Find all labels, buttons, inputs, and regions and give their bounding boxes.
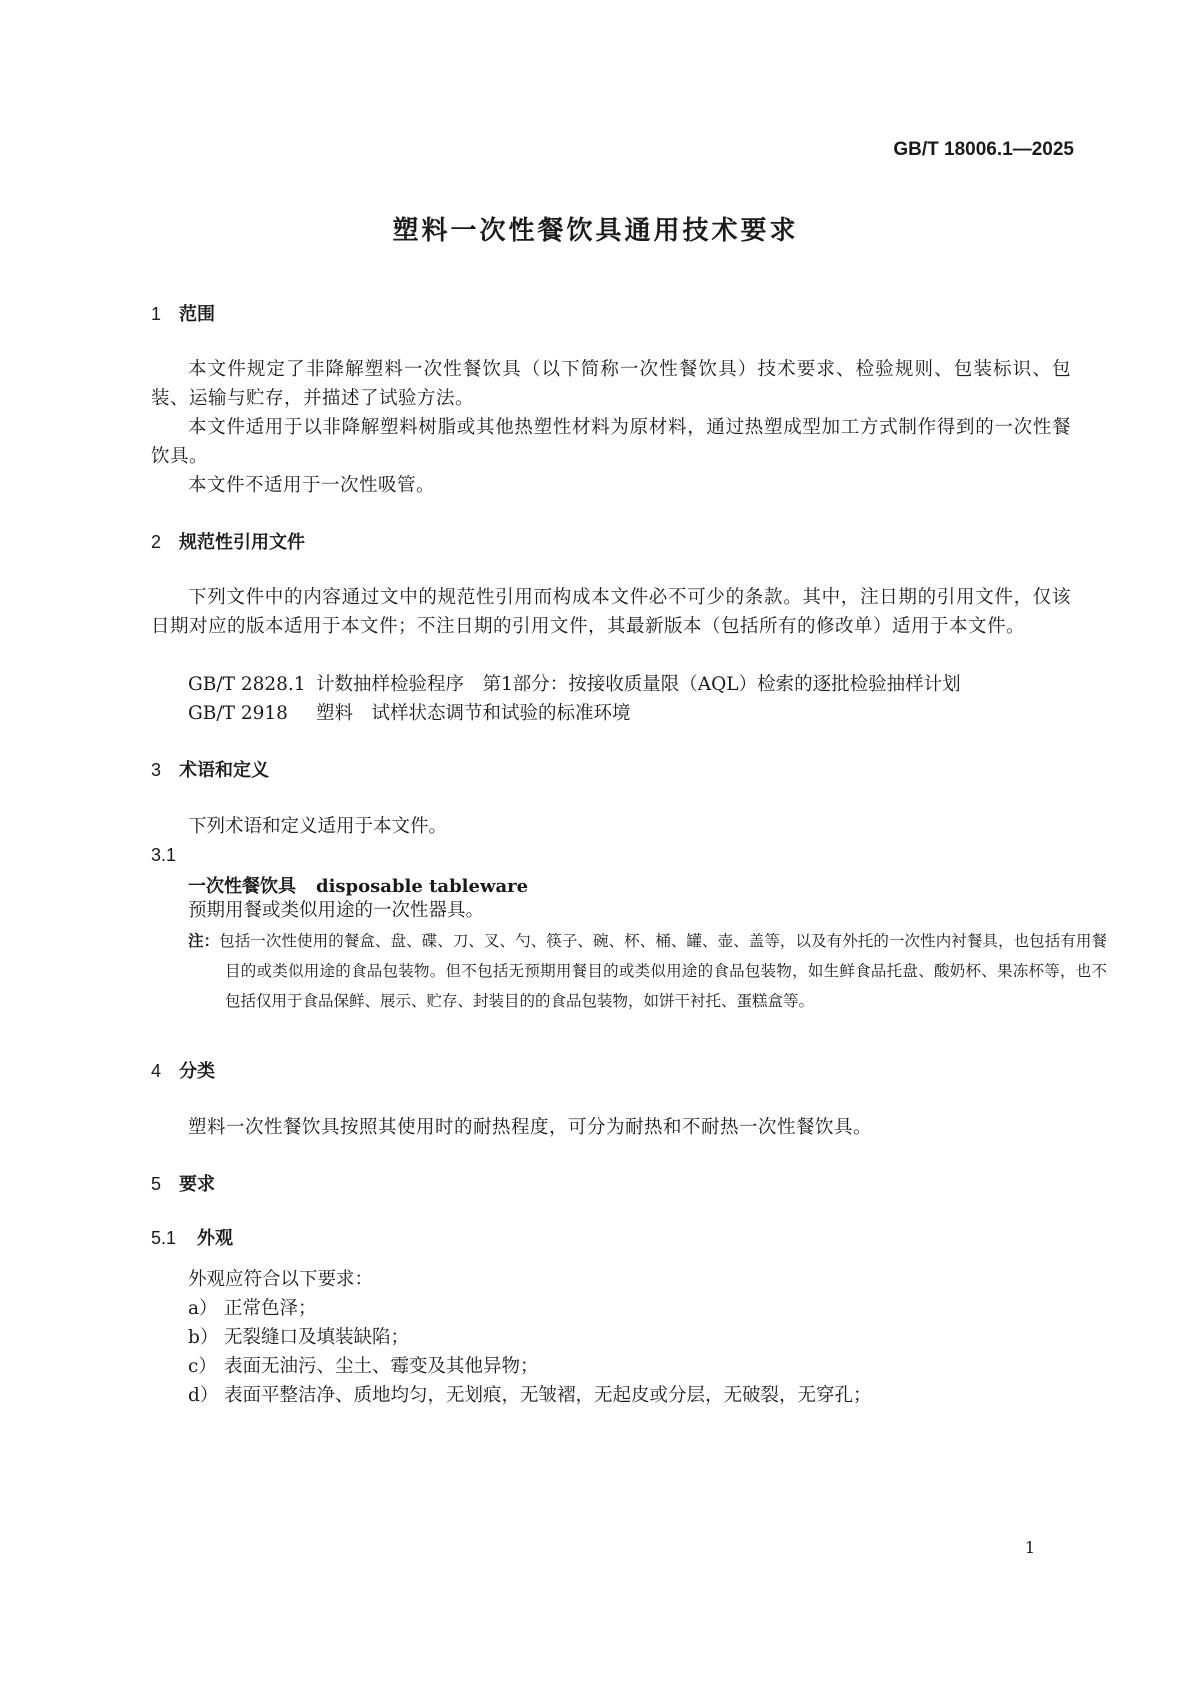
section-2-heading [151, 528, 305, 554]
section-number: 3 [151, 760, 162, 780]
section-1-paragraph-3: 本文件不适用于一次性吸管。 [188, 475, 436, 496]
section-3-heading [151, 756, 269, 782]
list-item [188, 1294, 317, 1323]
term-number: 3.1 [151, 845, 177, 865]
list-item [188, 1381, 872, 1410]
reference-code: GB/T 2918 [188, 703, 288, 724]
list-marker: a） [188, 1298, 218, 1319]
reference-code: GB/T 2828.1 [188, 674, 306, 695]
list-text: 表面平整洁净、质地均匀，无划痕，无皱褶，无起皮或分层，无破裂，无穿孔； [224, 1385, 872, 1406]
subsection-5-1-heading [151, 1224, 233, 1250]
subsection-title: 外观 [197, 1228, 233, 1248]
list-marker: c） [188, 1356, 217, 1377]
section-1-heading [151, 300, 215, 326]
term-heading [188, 872, 528, 898]
note-label: 注： [188, 931, 220, 950]
section-5-heading [151, 1170, 215, 1196]
section-3-paragraph: 下列术语和定义适用于本文件。 [188, 816, 448, 837]
subsection-number: 5.1 [151, 1228, 177, 1248]
section-2-paragraph: 下列文件中的内容通过文中的规范性引用而构成本文件必不可少的条款。其中，注日期的引用文件，仅该日期对应的版本适用于本文件；不注日期的引用文件，其最新版本（包括所有的修改单）适用于本文件。 [151, 587, 1071, 637]
standard-number: GB/T 18006.1—2025 [893, 139, 1074, 160]
section-number: 5 [151, 1174, 162, 1194]
document-title: 塑料一次性餐饮具通用技术要求 [392, 215, 799, 245]
term-zh: 一次性餐饮具 [188, 876, 296, 896]
section-title: 分类 [179, 1061, 215, 1081]
list-item [188, 1323, 409, 1352]
reference-item [188, 670, 961, 699]
section-number: 4 [151, 1061, 162, 1081]
section-number: 1 [151, 304, 162, 324]
list-text: 正常色泽； [224, 1298, 317, 1319]
section-title: 要求 [179, 1174, 215, 1194]
reference-title: 计数抽样检验程序 第1部分：按接收质量限（AQL）检索的逐批检验抽样计划 [316, 674, 961, 695]
subsection-5-1-intro: 外观应符合以下要求： [188, 1269, 374, 1290]
list-marker: d） [188, 1385, 219, 1406]
section-4-paragraph: 塑料一次性餐饮具按照其使用时的耐热程度，可分为耐热和不耐热一次性餐饮具。 [188, 1117, 873, 1138]
reference-item [188, 699, 631, 728]
list-text: 表面无油污、尘土、霉变及其他异物； [224, 1356, 539, 1377]
term-note [188, 926, 1107, 1016]
term-definition: 预期用餐或类似用途的一次性器具。 [188, 900, 485, 921]
note-text: 包括一次性使用的餐盒、盘、碟、刀、叉、勺、筷子、碗、杯、桶、罐、壶、盖等，以及有外托的一次性内衬餐具，也包括有用餐目的或类似用途的食品包装物。但不包括无预期用餐目的或类似用途的食品包装物，如生鲜食品托盘、酸奶杯、果冻杯等，也不包括仅用于食品保鲜、展示、贮存、封装目的的食品包装物，如饼干衬托、蛋糕盒等。 [219, 932, 1107, 1010]
section-number: 2 [151, 532, 162, 552]
section-4-heading [151, 1057, 215, 1083]
section-title: 规范性引用文件 [179, 532, 305, 552]
reference-title: 塑料 试样状态调节和试验的标准环境 [316, 703, 631, 724]
term-en: disposable tableware [316, 876, 529, 897]
section-title: 术语和定义 [179, 760, 269, 780]
list-marker: b） [188, 1327, 219, 1348]
page-number: 1 [1024, 1538, 1035, 1557]
list-text: 无裂缝口及填装缺陷； [224, 1327, 410, 1348]
section-title: 范围 [179, 304, 215, 324]
section-1-paragraph-2: 本文件适用于以非降解塑料树脂或其他热塑性材料为原材料，通过热塑成型加工方式制作得到的一次性餐饮具。 [151, 417, 1071, 467]
list-item [188, 1352, 539, 1381]
section-1-paragraph-1: 本文件规定了非降解塑料一次性餐饮具（以下简称一次性餐饮具）技术要求、检验规则、包装标识、包装、运输与贮存，并描述了试验方法。 [151, 359, 1071, 409]
